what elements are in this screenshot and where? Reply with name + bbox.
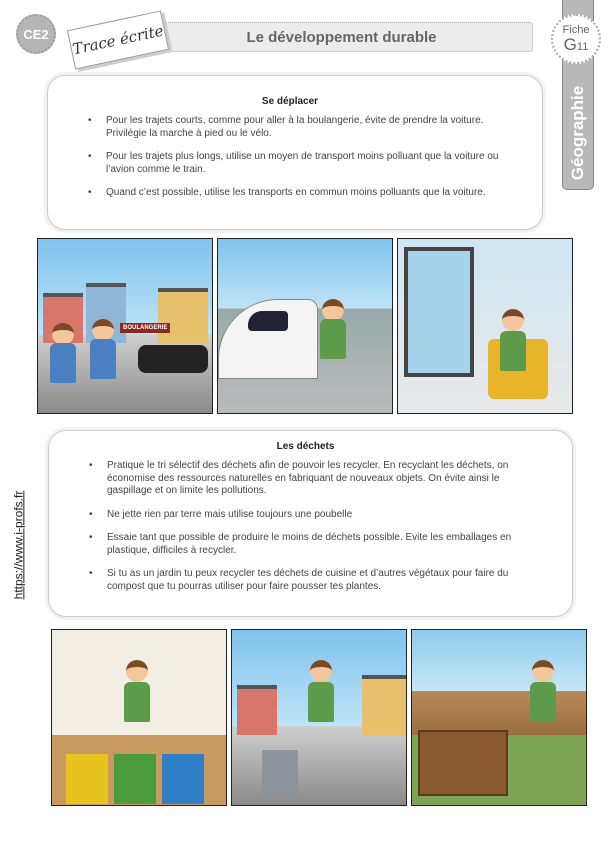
illustration-train [217,238,393,414]
section-title: Se déplacer [261,96,319,107]
list-item: • Pratique le tri sélectif des déchets afin de pouvoir les recycler. En recyclant les déchets, on économise des ressources naturelles en fabriquant de nouveaux objets. On évite ainsi le gaspillage et on limite les pollutions. [69,460,542,498]
section-title: Les déchets [276,441,335,452]
list-item: • Pour les trajets courts, comme pour aller à la boulangerie, évite de prendre la voiture. Privilégie la marche à pied ou le vélo. [68,115,512,140]
subject-label: Géographie [568,85,587,180]
level-badge: CE2 [16,14,56,54]
list-item: • Quand c’est possible, utilise les transports en commun moins polluants que la voiture. [68,187,512,200]
website-link[interactable]: https://www.i-profs.fr [11,490,26,600]
list-item: • Si tu as un jardin tu peux recycler tes déchets de cuisine et d’autres végétaux pour faire du compost que tu pourras utiliser pour faire pousser tes plantes. [69,568,542,593]
illustration-trash-can [231,629,407,806]
section-les-dechets [48,430,573,617]
list-item: • Pour les trajets plus longs, utilise un moyen de transport moins polluant que la voiture ou l’avion comme le train. [68,151,512,176]
illustration-bike-walk: BOULANGERIE [37,238,213,414]
section-se-deplacer [47,75,543,230]
list-item: • Ne jette rien par terre mais utilise toujours une poubelle [69,509,542,522]
list-item: • Essaie tant que possible de produire le moins de déchets possible. Evite les emballages en plastique, difficiles à recycler. [69,532,542,557]
fiche-badge: Fiche G11 [551,14,601,64]
trace-ecrite-label: Trace écrite [67,10,169,69]
illustration-bus [397,238,573,414]
page-title: Le développement durable [150,22,533,52]
illustration-compost [411,629,587,806]
illustration-recycling-bins [51,629,227,806]
